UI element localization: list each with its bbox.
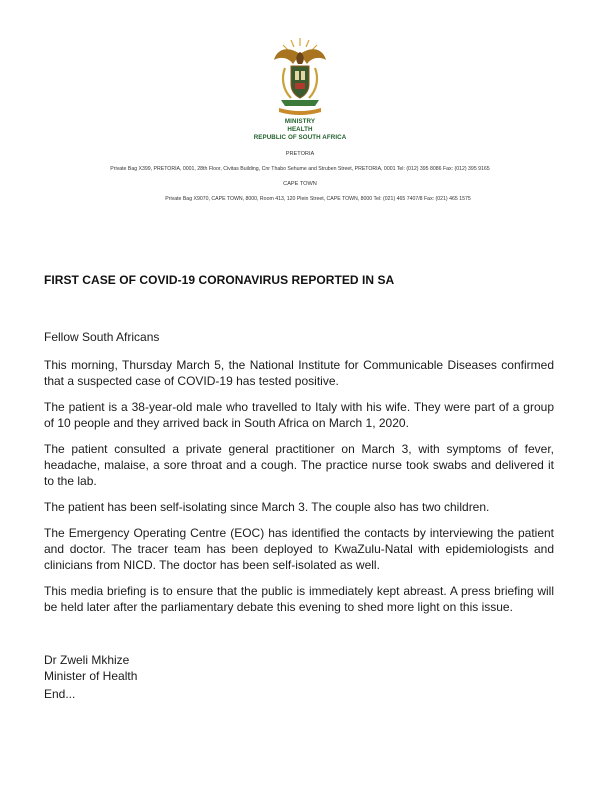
page-title: FIRST CASE OF COVID-19 CORONAVIRUS REPORTED IN SA xyxy=(44,273,395,287)
signature-block xyxy=(44,652,137,684)
coat-of-arms-icon xyxy=(271,34,329,116)
signatory-title: Minister of Health xyxy=(44,669,138,683)
signatory-name: Dr Zweli Mkhize xyxy=(44,653,130,667)
pretoria-address: Private Bag X399, PRETORIA, 0001, 28th Floor, Civitas Building, Cnr Thabo Sehume and Struben Street, PRETORIA, 0001 Tel: (012) 395 8086 Fax: (012) 395 9165 xyxy=(110,166,490,172)
ministry-line: HEALTH xyxy=(287,126,313,133)
paragraph: This morning, Thursday March 5, the National Institute for Communicable Diseases confirmed that a suspected case of COVID-19 has tested positive. xyxy=(44,358,554,388)
pretoria-heading: PRETORIA xyxy=(285,151,315,157)
ministry-line: MINISTRY xyxy=(284,118,316,125)
ministry-name xyxy=(0,118,600,142)
letter-body xyxy=(44,329,554,625)
closing-text: End... xyxy=(44,687,76,701)
paragraph: The Emergency Operating Centre (EOC) has identified the contacts by interviewing the patient and doctor. The tracer team has been deployed to KwaZulu-Natal with epidemiologists and clinicians from NICD. The doctor has been self-isolated as well. xyxy=(44,526,554,572)
paragraph: The patient is a 38-year-old male who travelled to Italy with his wife. They were part of a group of 10 people and they arrived back in South Africa on March 1, 2020. xyxy=(44,400,554,430)
paragraph: This media briefing is to ensure that the public is immediately kept abreast. A press briefing will be held later after the parliamentary debate this evening to shed more light on this issue. xyxy=(44,584,554,614)
letterhead xyxy=(0,34,600,202)
paragraph: The patient consulted a private general practitioner on March 3, with symptoms of fever, headache, malaise, a sore throat and a cough. The practice nurse took swabs and delivered it to the lab. xyxy=(44,442,554,488)
cape-town-address: Private Bag X9070, CAPE TOWN, 8000, Room 413, 120 Plein Street, CAPE TOWN, 8000 Tel: (021) 465 7407/8 Fax: (021) 465 1575 xyxy=(165,196,471,202)
cape-town-heading: CAPE TOWN xyxy=(283,181,317,187)
greeting: Fellow South Africans xyxy=(44,330,160,344)
paragraph: The patient has been self-isolating since March 3. The couple also has two children. xyxy=(44,500,490,514)
ministry-line: REPUBLIC OF SOUTH AFRICA xyxy=(253,134,347,141)
